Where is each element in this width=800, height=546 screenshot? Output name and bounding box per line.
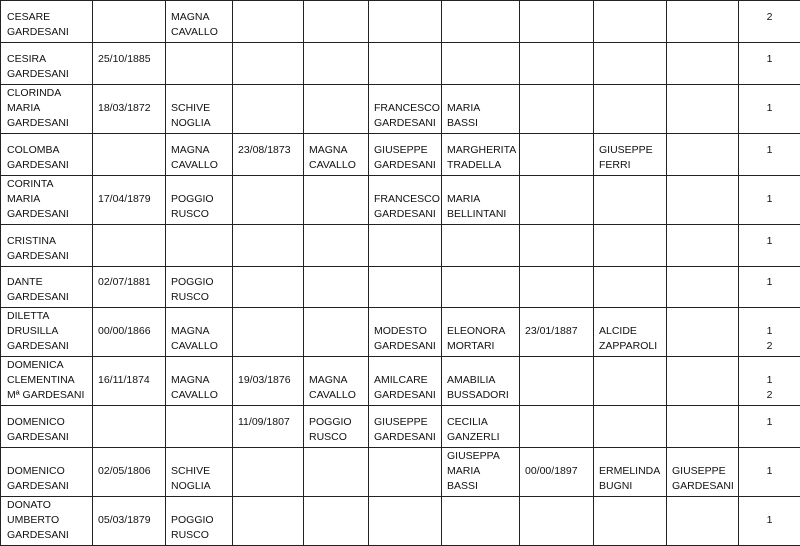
cell-death-date (233, 84, 304, 133)
cell-line: CAVALLO (171, 158, 227, 173)
cell-line (744, 116, 795, 131)
cell-marriage-date (520, 133, 594, 175)
cell-line (744, 25, 795, 40)
cell-line: POGGIO (171, 275, 227, 290)
cell-name (1, 133, 93, 175)
cell-birth-date (93, 448, 166, 497)
cell-line: DILETTA (7, 309, 87, 324)
cell-line: RUSCO (171, 290, 227, 305)
cell-birth-date (93, 175, 166, 224)
cell-death-date (233, 224, 304, 266)
cell-line: CESARE (7, 10, 87, 25)
cell-line: ERMELINDA (599, 464, 661, 479)
cell-count (739, 224, 800, 266)
cell-line: 1 (744, 464, 795, 479)
cell-line: GARDESANI (374, 158, 436, 173)
cell-line: FRANCESCO (374, 101, 436, 116)
cell-line (98, 67, 160, 82)
cell-birth-date (93, 266, 166, 308)
cell-spouse (594, 224, 667, 266)
cell-other (667, 84, 739, 133)
table-row (1, 42, 800, 84)
cell-line: COLOMBA (7, 143, 87, 158)
cell-count (739, 266, 800, 308)
cell-line: GARDESANI (7, 339, 87, 354)
cell-name (1, 42, 93, 84)
cell-line: MARIA (7, 101, 87, 116)
cell-line: 1 (744, 373, 795, 388)
table-body (1, 1, 800, 546)
cell-line: 02/07/1881 (98, 275, 160, 290)
cell-death-place (304, 224, 369, 266)
cell-line: MARIA (447, 101, 514, 116)
cell-death-place (304, 84, 369, 133)
cell-birth-date (93, 497, 166, 546)
cell-mother (442, 42, 520, 84)
cell-line: MODESTO (374, 324, 436, 339)
cell-line: 1 (744, 101, 795, 116)
cell-spouse (594, 84, 667, 133)
cell-father (369, 308, 442, 357)
cell-death-date (233, 406, 304, 448)
cell-count (739, 42, 800, 84)
cell-death-place (304, 1, 369, 43)
cell-birth-date (93, 406, 166, 448)
cell-spouse (594, 175, 667, 224)
cell-line: DONATO (7, 498, 87, 513)
cell-line: SCHIVE (171, 464, 227, 479)
cell-line (744, 290, 795, 305)
cell-father (369, 497, 442, 546)
cell-line: MARIA (447, 192, 514, 207)
cell-other (667, 448, 739, 497)
table-row (1, 175, 800, 224)
cell-line: 02/05/1806 (98, 464, 160, 479)
cell-line: GIUSEPPE (374, 415, 436, 430)
cell-other (667, 224, 739, 266)
cell-line: RUSCO (309, 430, 363, 445)
cell-count (739, 175, 800, 224)
cell-line: 1 (744, 143, 795, 158)
cell-line: GARDESANI (7, 479, 87, 494)
cell-birth-place (166, 448, 233, 497)
cell-line (744, 207, 795, 222)
cell-death-date (233, 497, 304, 546)
cell-father (369, 175, 442, 224)
cell-marriage-date (520, 1, 594, 43)
cell-birth-place (166, 175, 233, 224)
cell-line: CAVALLO (309, 388, 363, 403)
table-row (1, 448, 800, 497)
cell-father (369, 448, 442, 497)
cell-line (98, 207, 160, 222)
cell-line: 2 (744, 10, 795, 25)
cell-line: FRANCESCO (374, 192, 436, 207)
cell-line: GARDESANI (374, 116, 436, 131)
cell-birth-place (166, 224, 233, 266)
cell-line: GARDESANI (7, 158, 87, 173)
cell-mother (442, 224, 520, 266)
cell-count (739, 308, 800, 357)
cell-death-place (304, 357, 369, 406)
cell-line: GARDESANI (672, 479, 733, 494)
cell-spouse (594, 308, 667, 357)
cell-count (739, 1, 800, 43)
cell-marriage-date (520, 448, 594, 497)
cell-line: GIUSEPPA (447, 449, 514, 464)
cell-line: GARDESANI (7, 528, 87, 543)
cell-line: CLEMENTINA (7, 373, 87, 388)
table-row (1, 133, 800, 175)
cell-spouse (594, 497, 667, 546)
cell-line: TRADELLA (447, 158, 514, 173)
cell-line (525, 479, 588, 494)
cell-birth-place (166, 1, 233, 43)
cell-death-date (233, 42, 304, 84)
cell-mother (442, 308, 520, 357)
cell-death-place (304, 406, 369, 448)
cell-line: ALCIDE (599, 324, 661, 339)
cell-name (1, 497, 93, 546)
cell-line: 1 (744, 234, 795, 249)
cell-death-place (304, 497, 369, 546)
cell-line: GIUSEPPE (599, 143, 661, 158)
cell-line: SCHIVE (171, 101, 227, 116)
cell-line: NOGLIA (171, 116, 227, 131)
cell-spouse (594, 266, 667, 308)
cell-father (369, 42, 442, 84)
cell-spouse (594, 1, 667, 43)
cell-line: 11/09/1807 (238, 415, 298, 430)
cell-count (739, 357, 800, 406)
cell-line: MAGNA (309, 373, 363, 388)
cell-line: 1 (744, 52, 795, 67)
cell-line: 1 (744, 513, 795, 528)
cell-death-date (233, 448, 304, 497)
cell-line: 00/00/1897 (525, 464, 588, 479)
cell-line: GIUSEPPE (374, 143, 436, 158)
cell-mother (442, 266, 520, 308)
cell-line: NOGLIA (171, 479, 227, 494)
cell-line: RUSCO (171, 528, 227, 543)
cell-mother (442, 406, 520, 448)
cell-birth-place (166, 42, 233, 84)
cell-mother (442, 175, 520, 224)
cell-father (369, 406, 442, 448)
cell-line: 23/08/1873 (238, 143, 298, 158)
cell-marriage-date (520, 42, 594, 84)
cell-line (238, 158, 298, 173)
cell-line: GARDESANI (7, 207, 87, 222)
cell-count (739, 84, 800, 133)
cell-line: 19/03/1876 (238, 373, 298, 388)
cell-line: POGGIO (171, 192, 227, 207)
cell-mother (442, 84, 520, 133)
cell-line: 23/01/1887 (525, 324, 588, 339)
table-row (1, 266, 800, 308)
cell-line: MARIA (447, 464, 514, 479)
cell-line: CORINTA (7, 177, 87, 192)
cell-line: 1 (744, 415, 795, 430)
cell-line (98, 388, 160, 403)
cell-count (739, 406, 800, 448)
cell-line: MARIA (7, 192, 87, 207)
cell-line: GARDESANI (374, 430, 436, 445)
cell-line: UMBERTO (7, 513, 87, 528)
cell-marriage-date (520, 357, 594, 406)
cell-line: MAGNA (309, 143, 363, 158)
cell-count (739, 448, 800, 497)
cell-line: FERRI (599, 158, 661, 173)
cell-father (369, 224, 442, 266)
cell-line: CAVALLO (171, 388, 227, 403)
cell-line: GARDESANI (7, 116, 87, 131)
cell-other (667, 1, 739, 43)
cell-birth-place (166, 266, 233, 308)
cell-spouse (594, 42, 667, 84)
cell-line: CESIRA (7, 52, 87, 67)
cell-death-date (233, 308, 304, 357)
cell-count (739, 497, 800, 546)
cell-father (369, 1, 442, 43)
table-row (1, 357, 800, 406)
cell-marriage-date (520, 224, 594, 266)
cell-line: 1 (744, 324, 795, 339)
cell-line: DOMENICO (7, 464, 87, 479)
cell-marriage-date (520, 497, 594, 546)
cell-line (744, 158, 795, 173)
cell-name (1, 357, 93, 406)
cell-marriage-date (520, 175, 594, 224)
cell-marriage-date (520, 84, 594, 133)
cell-other (667, 42, 739, 84)
cell-line: 2 (744, 388, 795, 403)
cell-father (369, 357, 442, 406)
cell-birth-date (93, 84, 166, 133)
cell-death-place (304, 266, 369, 308)
cell-line: BUSSADORI (447, 388, 514, 403)
cell-death-place (304, 308, 369, 357)
cell-line: BUGNI (599, 479, 661, 494)
cell-father (369, 266, 442, 308)
cell-line: BELLINTANI (447, 207, 514, 222)
table-row (1, 1, 800, 43)
cell-other (667, 175, 739, 224)
cell-other (667, 357, 739, 406)
cell-name (1, 406, 93, 448)
cell-marriage-date (520, 406, 594, 448)
cell-line: ELEONORA (447, 324, 514, 339)
cell-line (98, 339, 160, 354)
cell-line: 00/00/1866 (98, 324, 160, 339)
cell-mother (442, 497, 520, 546)
cell-line (525, 339, 588, 354)
cell-line: DOMENICA (7, 358, 87, 373)
cell-line (744, 479, 795, 494)
table-row (1, 224, 800, 266)
cell-line: AMABILIA (447, 373, 514, 388)
cell-line: GARDESANI (7, 67, 87, 82)
cell-birth-date (93, 1, 166, 43)
cell-name (1, 224, 93, 266)
cell-death-date (233, 266, 304, 308)
cell-line: CRISTINA (7, 234, 87, 249)
cell-other (667, 266, 739, 308)
cell-birth-date (93, 357, 166, 406)
cell-name (1, 1, 93, 43)
cell-line: CLORINDA (7, 86, 87, 101)
cell-line: MAGNA (171, 10, 227, 25)
cell-other (667, 133, 739, 175)
cell-line: GARDESANI (374, 207, 436, 222)
table-row (1, 84, 800, 133)
cell-birth-place (166, 308, 233, 357)
table-row (1, 406, 800, 448)
cell-line: 1 (744, 192, 795, 207)
cell-spouse (594, 448, 667, 497)
cell-line: CAVALLO (309, 158, 363, 173)
cell-mother (442, 1, 520, 43)
cell-birth-date (93, 224, 166, 266)
cell-line: GARDESANI (374, 339, 436, 354)
cell-line: CAVALLO (171, 25, 227, 40)
cell-line (98, 290, 160, 305)
cell-line (744, 67, 795, 82)
cell-father (369, 133, 442, 175)
cell-line: MAGNA (171, 373, 227, 388)
cell-birth-place (166, 497, 233, 546)
cell-line: MARGHERITA (447, 143, 514, 158)
cell-line: DRUSILLA (7, 324, 87, 339)
cell-line: POGGIO (309, 415, 363, 430)
cell-death-date (233, 175, 304, 224)
cell-line (238, 388, 298, 403)
cell-line: RUSCO (171, 207, 227, 222)
table-row (1, 497, 800, 546)
cell-line: GARDESANI (7, 249, 87, 264)
cell-marriage-date (520, 308, 594, 357)
cell-name (1, 266, 93, 308)
cell-birth-date (93, 42, 166, 84)
cell-count (739, 133, 800, 175)
cell-birth-place (166, 406, 233, 448)
cell-line: MORTARI (447, 339, 514, 354)
cell-line: 25/10/1885 (98, 52, 160, 67)
cell-line (238, 430, 298, 445)
cell-line (98, 116, 160, 131)
cell-line: MAGNA (171, 324, 227, 339)
cell-death-place (304, 42, 369, 84)
cell-mother (442, 133, 520, 175)
cell-line: 16/11/1874 (98, 373, 160, 388)
cell-birth-place (166, 357, 233, 406)
cell-line: GARDESANI (7, 430, 87, 445)
cell-death-place (304, 175, 369, 224)
cell-spouse (594, 133, 667, 175)
cell-death-date (233, 357, 304, 406)
cell-birth-date (93, 133, 166, 175)
cell-line: GARDESANI (7, 290, 87, 305)
cell-line: CAVALLO (171, 339, 227, 354)
cell-line (744, 430, 795, 445)
cell-father (369, 84, 442, 133)
cell-line: Mª GARDESANI (7, 388, 87, 403)
cell-spouse (594, 357, 667, 406)
cell-line: GANZERLI (447, 430, 514, 445)
cell-death-date (233, 133, 304, 175)
cell-death-place (304, 133, 369, 175)
cell-line: 1 (744, 275, 795, 290)
cell-line: ZAPPAROLI (599, 339, 661, 354)
cell-mother (442, 448, 520, 497)
cell-line (98, 528, 160, 543)
cell-line: DANTE (7, 275, 87, 290)
cell-line: GARDESANI (374, 388, 436, 403)
cell-line (98, 479, 160, 494)
cell-marriage-date (520, 266, 594, 308)
cell-other (667, 406, 739, 448)
cell-line: MAGNA (171, 143, 227, 158)
cell-name (1, 308, 93, 357)
cell-line: GIUSEPPE (672, 464, 733, 479)
cell-line: GARDESANI (7, 25, 87, 40)
cell-line: POGGIO (171, 513, 227, 528)
cell-spouse (594, 406, 667, 448)
cell-name (1, 448, 93, 497)
cell-name (1, 84, 93, 133)
cell-death-date (233, 1, 304, 43)
cell-birth-place (166, 84, 233, 133)
cell-death-place (304, 448, 369, 497)
cell-line: 05/03/1879 (98, 513, 160, 528)
cell-mother (442, 357, 520, 406)
cell-line (744, 249, 795, 264)
table-row (1, 308, 800, 357)
cell-birth-place (166, 133, 233, 175)
cell-line: 2 (744, 339, 795, 354)
cell-other (667, 308, 739, 357)
cell-line: DOMENICO (7, 415, 87, 430)
cell-birth-date (93, 308, 166, 357)
cell-line: BASSI (447, 116, 514, 131)
cell-line: CECILIA (447, 415, 514, 430)
cell-line: BASSI (447, 479, 514, 494)
cell-line (744, 528, 795, 543)
cell-line: AMILCARE (374, 373, 436, 388)
cell-line: 17/04/1879 (98, 192, 160, 207)
cell-line: 18/03/1872 (98, 101, 160, 116)
cell-name (1, 175, 93, 224)
cell-other (667, 497, 739, 546)
